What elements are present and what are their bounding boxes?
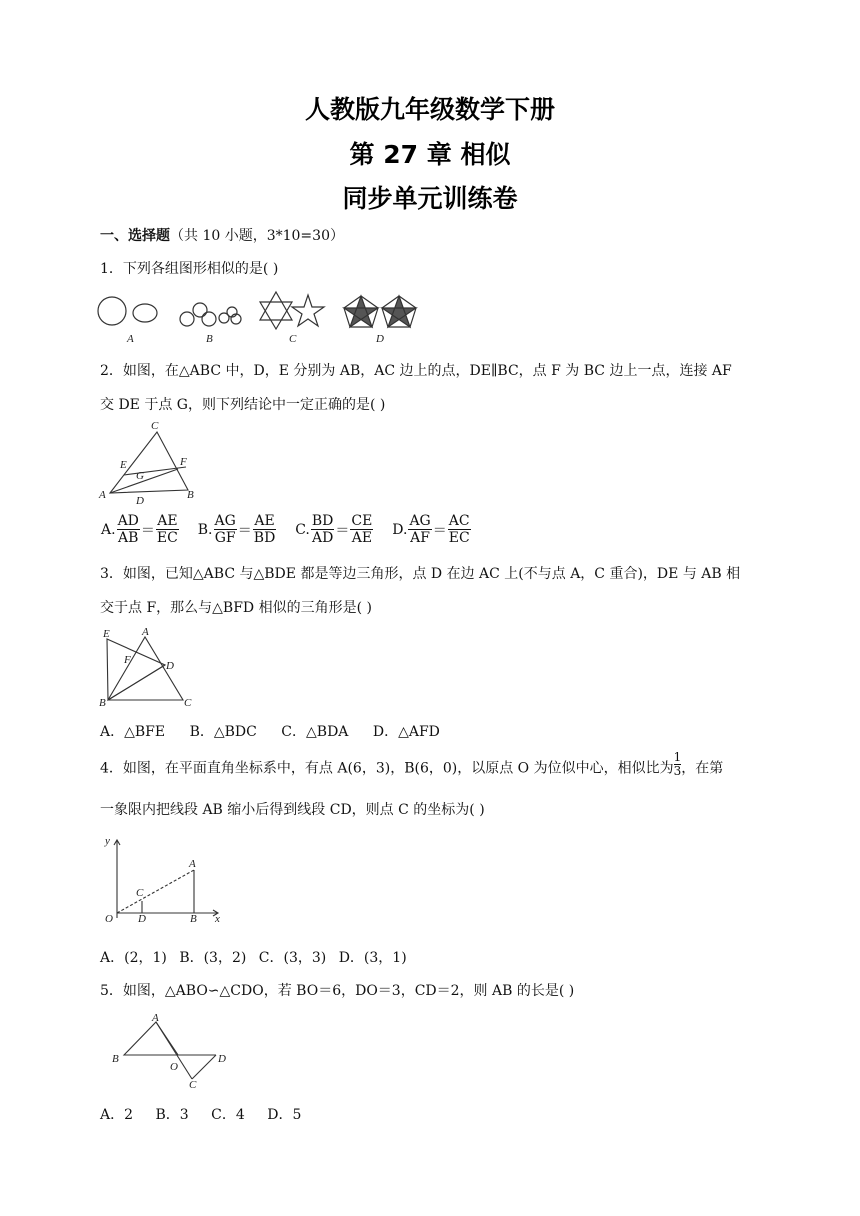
- label-e: E: [120, 459, 127, 471]
- label-o: O: [170, 1061, 178, 1073]
- page-subtitle: 同步单元训练卷: [342, 184, 518, 213]
- option-c-figure: [260, 292, 324, 329]
- option-c-frac-1: $\frac{BD}{AD}$: [311, 513, 334, 546]
- label-c: C: [136, 887, 144, 899]
- label-y: y: [105, 835, 110, 847]
- label-a: A: [99, 489, 106, 501]
- option-a-figure: [98, 297, 157, 325]
- option-a: A．(2，1): [100, 950, 167, 966]
- label-a: A: [142, 626, 149, 638]
- question-3-line-2: 交于点 F，那么与△BFD 相似的三角形是( ): [100, 600, 372, 616]
- label-b: B: [187, 489, 194, 501]
- question-5-options: [100, 1104, 301, 1124]
- question-2-line-1: 2．如图，在△ABC 中，D，E 分别为 AB，AC 边上的点，DE∥BC，点 F 为 BC 边上一点，连接 AF: [100, 363, 732, 379]
- label-a: A: [152, 1012, 159, 1024]
- label-x: x: [215, 913, 220, 925]
- question-3-line-1: 3．如图，已知△ABC 与△BDE 都是等边三角形，点 D 在边 AC 上(不与点 A，C 重合)，DE 与 AB 相: [100, 566, 741, 582]
- option-d-frac-2: $\frac{AC}{EC}$: [448, 513, 470, 546]
- option-a-frac-1: $\frac{AD}{AB}$: [117, 513, 139, 546]
- question-3-figure: [96, 624, 196, 710]
- question-4-options: [100, 947, 407, 967]
- option-b: B．3: [155, 1107, 189, 1123]
- option-b-frac-1: $\frac{AG}{GF}$: [214, 513, 236, 546]
- option-a: A．2: [100, 1107, 134, 1123]
- question-3-options: [100, 721, 440, 741]
- option-a-label: A: [127, 333, 134, 345]
- question-2-figure: [96, 418, 206, 506]
- option-b: B．△BDC: [189, 724, 257, 740]
- question-4-figure: [96, 832, 230, 926]
- question-2-options: A. $\frac{AD}{AB}$ ＝ $\frac{AE}{EC}$ B. $\frac{AG}{GF}$ ＝ $\frac{AE}{BD}$ C. $\frac{BD}{AD}$ ＝ $\frac{CE}{AE}$ D. $\frac{AG}{AF}$ ＝ $\frac{AC}{EC}$: [101, 513, 470, 546]
- option-c-label: C: [289, 333, 297, 345]
- question-2-line-2: 交 DE 于点 G，则下列结论中一定正确的是( ): [100, 397, 386, 413]
- option-d-frac-1: $\frac{AG}{AF}$: [409, 513, 431, 546]
- page-title: 人教版九年级数学下册: [304, 95, 555, 124]
- question-4-line-2: 一象限内把线段 AB 缩小后得到线段 CD，则点 C 的坐标为( ): [100, 802, 485, 818]
- option-a-prefix: A.: [101, 521, 116, 538]
- chapter-title: 第 27 章 相似: [349, 140, 511, 169]
- label-b: B: [190, 913, 197, 925]
- option-d-figure: [344, 296, 416, 327]
- option-d: D．△AFD: [372, 724, 440, 740]
- label-d: D: [136, 495, 144, 506]
- option-b-prefix: B.: [197, 521, 213, 538]
- question-5-figure: [106, 1012, 236, 1092]
- label-b: B: [99, 697, 106, 709]
- label-c: C: [151, 420, 159, 432]
- option-c: C．(3，3): [258, 950, 327, 966]
- label-e: E: [103, 628, 110, 640]
- option-b: B．(3，2): [179, 950, 247, 966]
- label-o: O: [105, 913, 113, 925]
- label-c: C: [189, 1079, 197, 1091]
- section-heading: 一、选择题: [100, 228, 170, 244]
- question-5-line-1: 5．如图，△ABO∽△CDO，若 BO＝6，DO＝3，CD＝2，则 AB 的长是( ): [100, 983, 575, 999]
- option-d-label: D: [376, 333, 384, 345]
- label-a: A: [189, 858, 196, 870]
- option-c-frac-2: $\frac{CE}{AE}$: [351, 513, 373, 546]
- label-d: D: [138, 913, 146, 925]
- option-d: D．(3，1): [338, 950, 407, 966]
- section-header: [100, 227, 344, 245]
- option-b-frac-2: $\frac{AE}{BD}$: [253, 513, 276, 546]
- option-c: C．△BDA: [281, 724, 349, 740]
- option-d-prefix: D.: [392, 521, 408, 538]
- label-d: D: [218, 1053, 226, 1065]
- question-4-text-a: 4．如图，在平面直角坐标系中，有点 A(6，3)，B(6，0)，以原点 O 为位似中心，相似比为: [100, 760, 674, 777]
- option-c: C．4: [211, 1107, 245, 1123]
- option-b-label: B: [206, 333, 213, 345]
- option-a-frac-2: $\frac{AE}{EC}$: [156, 513, 178, 546]
- option-a: A．△BFE: [100, 724, 166, 740]
- question-4-text-b: ，在第: [681, 760, 724, 777]
- label-f: F: [124, 654, 131, 666]
- label-d: D: [166, 660, 174, 672]
- label-g: G: [136, 470, 144, 482]
- option-d: D．5: [267, 1107, 302, 1123]
- label-b: B: [112, 1053, 119, 1065]
- question-4-line-1: [100, 750, 724, 778]
- option-b-figure: [180, 303, 241, 326]
- section-note: （共 10 小题，3*10=30）: [170, 228, 344, 244]
- label-c: C: [184, 697, 192, 709]
- label-f: F: [180, 456, 187, 468]
- question-1-figures: [96, 290, 426, 346]
- option-c-prefix: C.: [295, 521, 310, 538]
- question-1-text: 1．下列各组图形相似的是( ): [100, 261, 279, 277]
- ratio-fraction: $\frac{1}{3}$: [673, 750, 682, 778]
